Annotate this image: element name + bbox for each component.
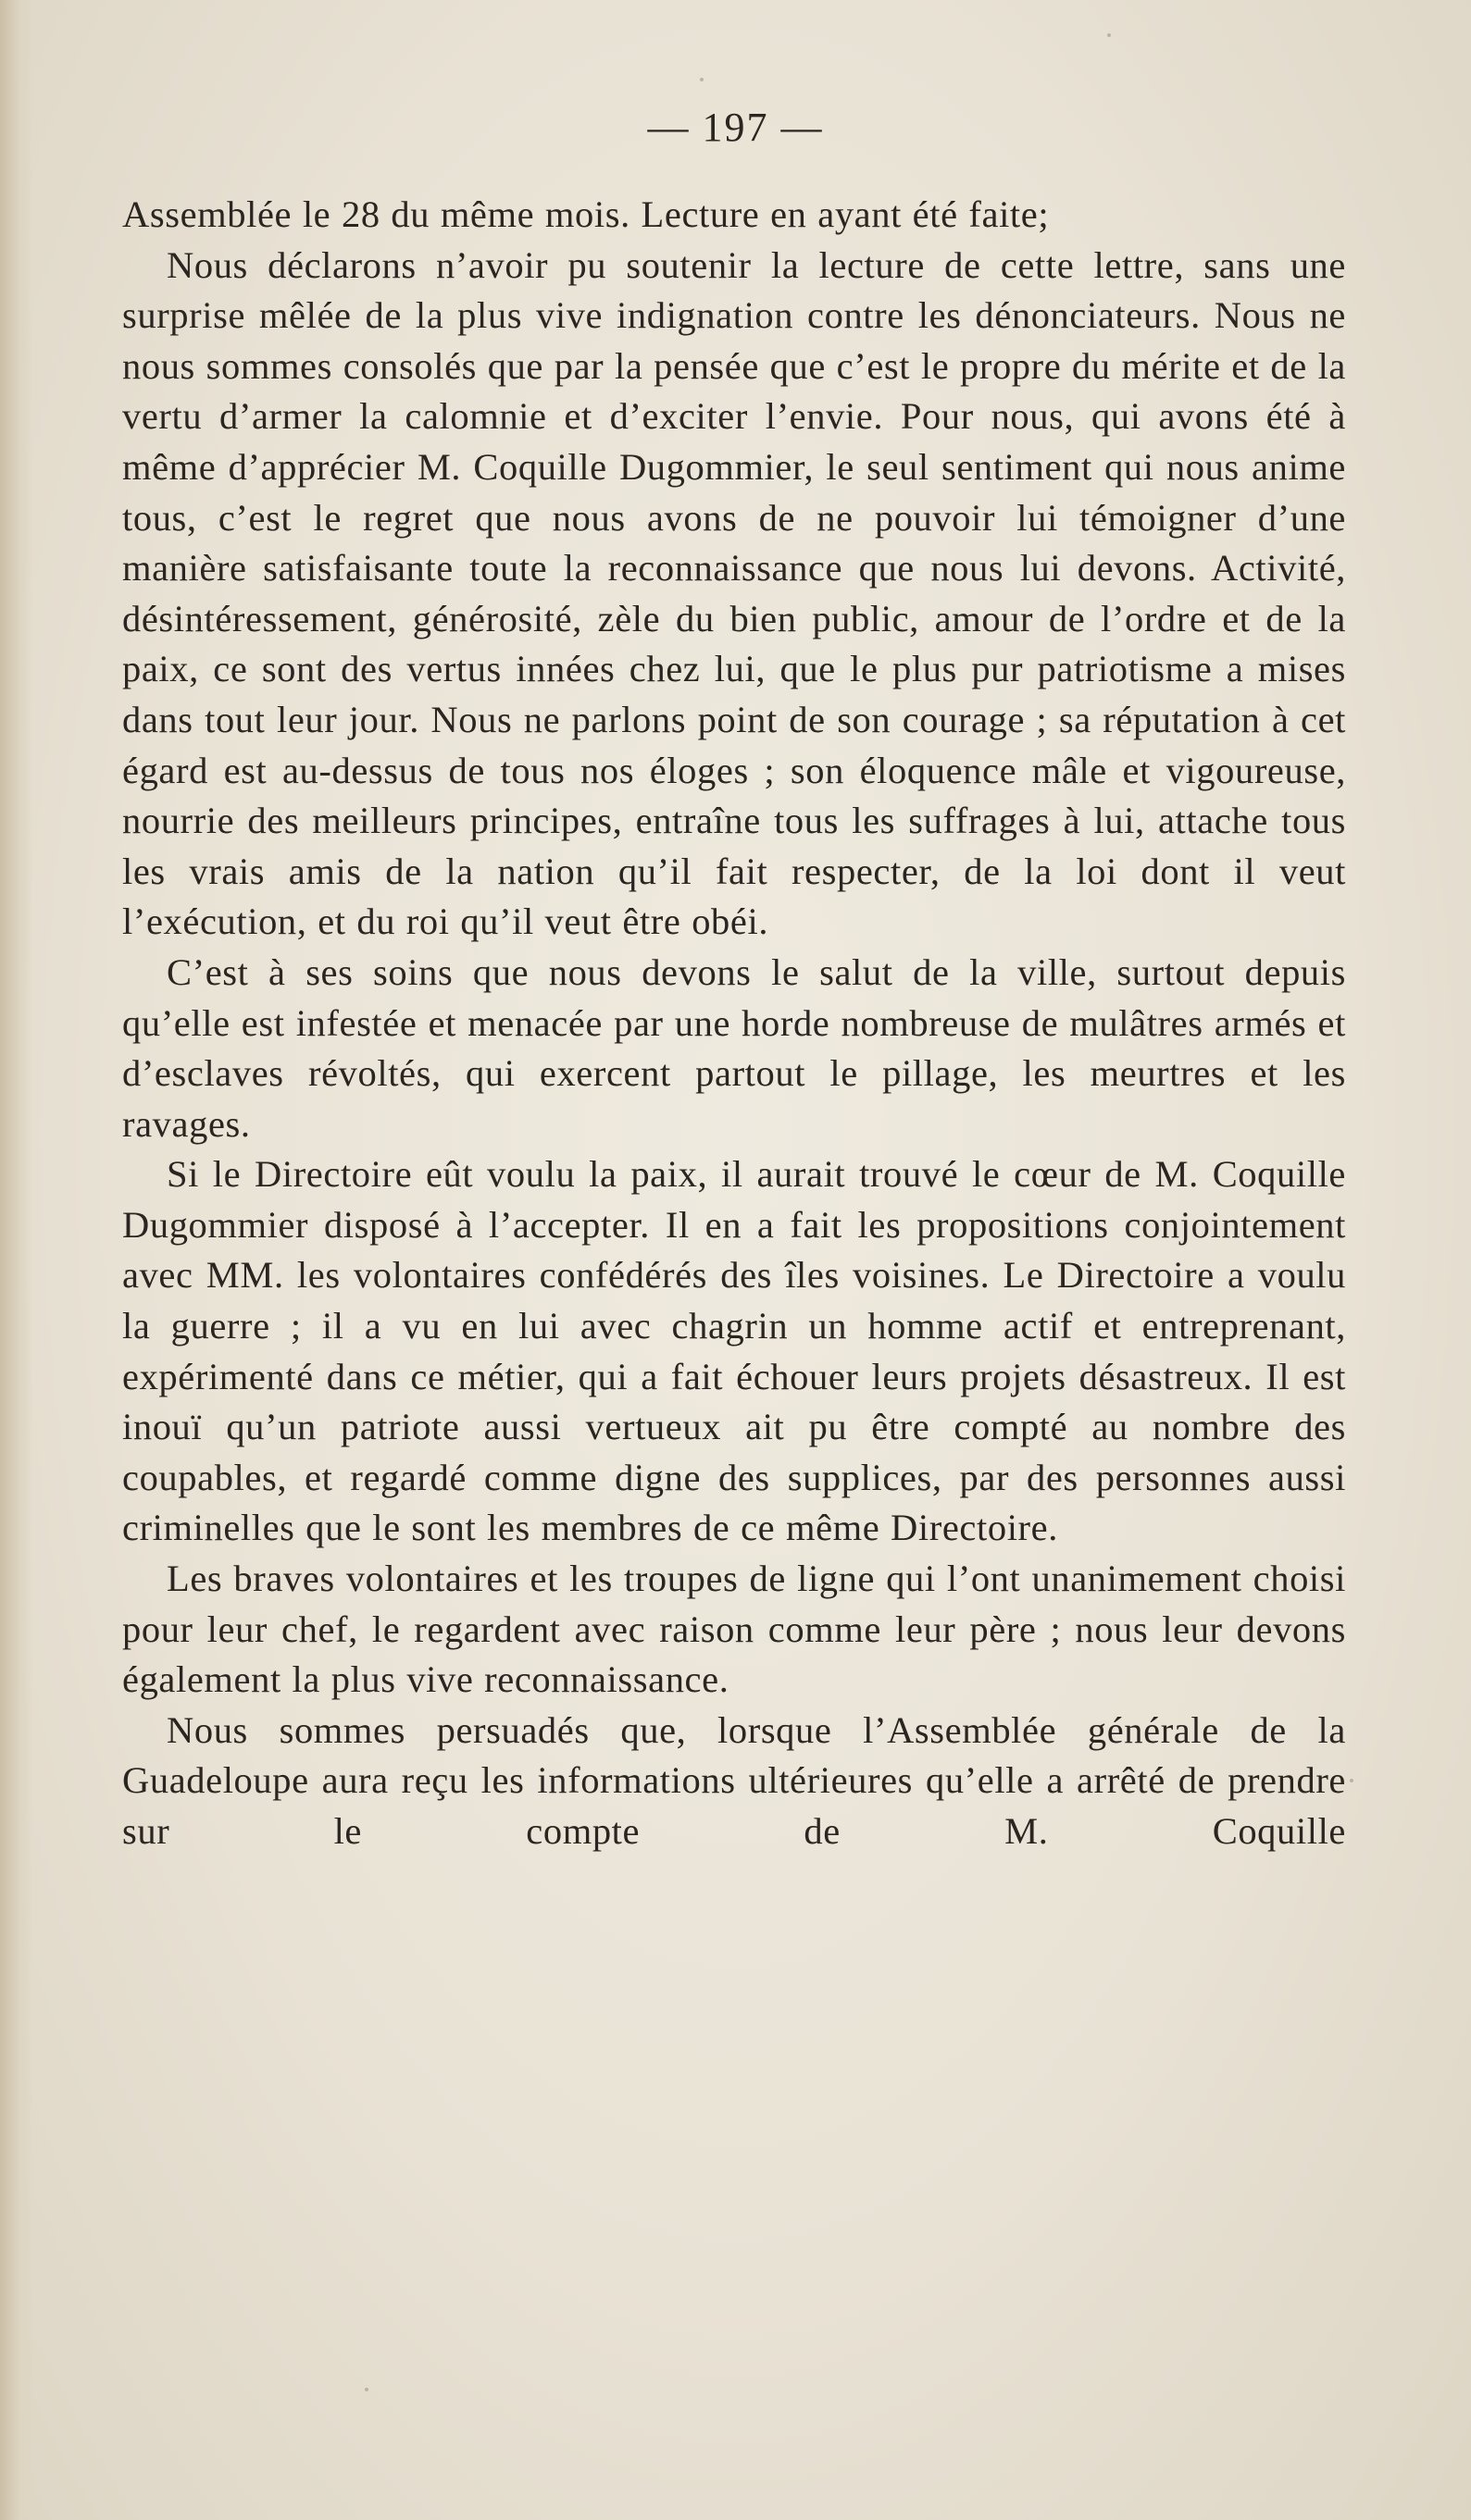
- paragraph-4: Si le Directoire eût voulu la paix, il aurait trouvé le cœur de M. Coquille Dugommier disposé à l’accepter. Il en a fait les propositions conjointement avec MM. les volontaires confédérés des îles voisines. Le Directoire a voulu la guerre ; il a vu en lui avec chagrin un homme actif et entreprenant, expérimenté dans ce métier, qui a fait échouer leurs projets désastreux. Il est inouï qu’un patriote aussi vertueux ait pu être compté au nombre des coupables, et regardé comme digne des supplices, par des personnes aussi criminelles que le sont les membres de ce même Directoire.: [122, 1153, 1346, 1549]
- paragraph-1: Assemblée le 28 du même mois. Lecture en ayant été faite;: [122, 193, 1050, 235]
- paper-speck: [700, 78, 704, 81]
- page-gutter-shadow: [0, 0, 33, 2520]
- body-text: [122, 190, 1346, 1857]
- paragraph-2: Nous déclarons n’avoir pu soutenir la lecture de cette lettre, sans une surprise mêlée de la plus vive indignation contre les dénonciateurs. Nous ne nous sommes consolés que par la pensée que c’est le propre du mérite et de la vertu d’armer la calomnie et d’exciter l’envie. Pour nous, qui avons été à même d’apprécier M. Coquille Dugommier, le seul sentiment qui nous anime tous, c’est le regret que nous avons de ne pouvoir lui témoigner d’une manière satisfaisante toute la reconnaissance que nous lui devons. Activité, désintéressement, générosité, zèle du bien public, amour de l’ordre et de la paix, ce sont des vertus innées chez lui, que le plus pur patriotisme a mises dans tout leur jour. Nous ne parlons point de son courage ; sa réputation à cet égard est au-dessus de tous nos éloges ; son éloquence mâle et vigoureuse, nourrie des meilleurs principes, entraîne tous les suffrages à lui, attache tous les vrais amis de la nation qu’il fait respecter, de la loi dont il veut l’exécution, et du roi qu’il veut être obéi.: [122, 243, 1346, 943]
- paper-speck: [1107, 33, 1111, 37]
- paragraph-6: Nous sommes persuadés que, lorsque l’Assemblée générale de la Guadeloupe aura reçu les informations ultérieures qu’elle a arrêté de prendre sur le compte de M. Coquille: [122, 1708, 1346, 1852]
- page-number-header: — 197 —: [647, 105, 824, 150]
- paragraph-5: Les braves volontaires et les troupes de ligne qui l’ont unanimement choisi pour leur chef, le regardent avec raison comme leur père ; nous leur devons également la plus vive reconnaissance.: [122, 1558, 1346, 1701]
- paper-speck: [1350, 1779, 1353, 1782]
- paper-speck: [365, 2388, 368, 2391]
- paragraph-3: C’est à ses soins que nous devons le salut de la ville, surtout depuis qu’elle est infestée et menacée par une horde nombreuse de mulâtres armés et d’esclaves révoltés, qui exercent partout le pillage, les meurtres et les ravages.: [122, 950, 1346, 1145]
